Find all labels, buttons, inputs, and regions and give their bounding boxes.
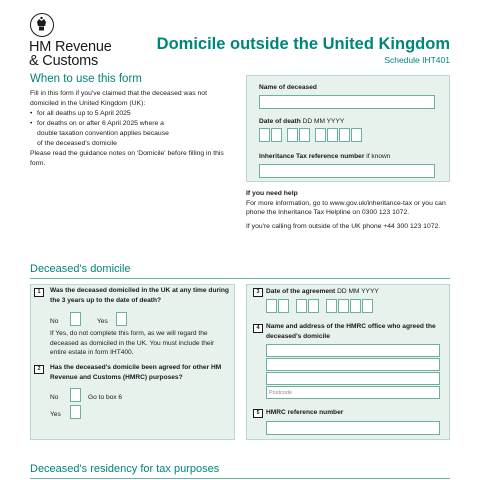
- q2-yes-label: Yes: [50, 411, 61, 418]
- question-number-2: 2: [34, 365, 44, 374]
- question-1-note: If Yes, do not complete this form, as we will regard the deceased as domiciled in the UK. You must include their entire estate in form IHT400.: [50, 330, 215, 356]
- logo-line-2: & Customs: [29, 53, 99, 69]
- question-1-text: Was the deceased domiciled in the UK at any time during the 3 years up to the date of death?: [50, 287, 229, 304]
- question-4-text: Name and address of the HMRC office who agreed the deceased's domicile: [266, 323, 436, 340]
- help-section: [246, 189, 456, 231]
- q1-yes-checkbox[interactable]: [116, 312, 127, 326]
- date-format-hint: DD MM YYYY: [337, 288, 379, 295]
- date-format-hint: DD MM YYYY: [302, 118, 345, 125]
- date-box[interactable]: [351, 128, 362, 142]
- date-box[interactable]: [339, 128, 350, 142]
- date-box[interactable]: [287, 128, 298, 142]
- question-number-3: 3: [253, 288, 263, 297]
- section-divider: [30, 278, 450, 279]
- q1-no-label: No: [50, 318, 59, 325]
- section-divider: [30, 478, 450, 479]
- question-number-1: 1: [34, 288, 44, 297]
- question-number-4: 4: [253, 324, 263, 333]
- address-line-1-field[interactable]: [266, 344, 440, 357]
- date-of-death-label-text: Date of death: [259, 118, 301, 125]
- help-text: For more information, go to www.gov.uk/inheritance-tax or you can phone the Inheritance Tax Helpline on 0300 123 1072.: [246, 199, 446, 216]
- postcode-field[interactable]: Postcode: [266, 386, 440, 399]
- address-line-3-field[interactable]: [266, 372, 440, 385]
- hmrc-reference-field[interactable]: [266, 421, 440, 435]
- date-box[interactable]: [326, 299, 337, 313]
- date-box[interactable]: [299, 128, 310, 142]
- date-of-death-field[interactable]: [259, 128, 379, 144]
- when-bullets: [30, 109, 235, 149]
- q1-yes-label: Yes: [97, 318, 108, 325]
- hmrc-logo-text: [29, 40, 112, 68]
- page-title: Domicile outside the United Kingdom: [156, 35, 450, 53]
- help-overseas-text: If you're calling from outside of the UK phone +44 300 123 1072.: [246, 222, 441, 230]
- date-box[interactable]: [308, 299, 319, 313]
- q2-go-to-box-6: Go to box 6: [88, 394, 123, 401]
- when-to-use-heading: When to use this form: [30, 73, 142, 85]
- q1-no-checkbox[interactable]: [70, 312, 81, 326]
- date-of-agreement-label-text: Date of the agreement: [266, 288, 336, 295]
- when-guidance: Please read the guidance notes on 'Domicile' before filling in this form.: [30, 150, 224, 167]
- date-box[interactable]: [259, 128, 270, 142]
- when-bullet: • for deaths on or after 6 April 2025 where a double taxation convention applies because of the deceased's domicile: [30, 119, 235, 149]
- iht-reference-field[interactable]: [259, 164, 435, 178]
- royal-crest-icon: [30, 13, 54, 37]
- date-box[interactable]: [315, 128, 326, 142]
- iht-reference-label: [259, 153, 390, 160]
- q2-yes-checkbox[interactable]: [70, 405, 81, 419]
- schedule-label: Schedule IHT401: [384, 55, 450, 65]
- date-box[interactable]: [362, 299, 373, 313]
- address-line-2-field[interactable]: [266, 358, 440, 371]
- date-box[interactable]: [338, 299, 349, 313]
- date-of-death-label: [259, 118, 344, 125]
- date-box[interactable]: [296, 299, 307, 313]
- q2-no-checkbox[interactable]: [70, 388, 81, 402]
- help-heading: If you need help: [246, 190, 298, 197]
- iht-reference-hint: if known: [366, 153, 391, 160]
- date-box[interactable]: [266, 299, 277, 313]
- when-bullet: • for all deaths up to 5 April 2025: [30, 109, 235, 119]
- date-of-agreement-label: [266, 288, 379, 295]
- when-intro: Fill in this form if you've claimed that the deceased was not domiciled in the United Kingdom (UK):: [30, 90, 207, 107]
- date-box[interactable]: [327, 128, 338, 142]
- question-number-5: 5: [253, 409, 263, 418]
- name-of-deceased-label: Name of deceased: [259, 84, 317, 91]
- section-heading-domicile: Deceased's domicile: [30, 263, 131, 275]
- date-box[interactable]: [278, 299, 289, 313]
- when-to-use-body: [30, 89, 235, 169]
- q2-no-label: No: [50, 394, 59, 401]
- iht-reference-label-text: Inheritance Tax reference number: [259, 153, 365, 160]
- question-2-text: Has the deceased's domicile been agreed for other HM Revenue and Customs (HMRC) purposes?: [50, 364, 222, 381]
- date-of-agreement-field[interactable]: [266, 299, 386, 315]
- logo-line-1: HM Revenue: [29, 39, 112, 55]
- name-of-deceased-field[interactable]: [259, 95, 435, 109]
- date-box[interactable]: [350, 299, 361, 313]
- section-heading-residency: Deceased's residency for tax purposes: [30, 463, 220, 475]
- date-box[interactable]: [271, 128, 282, 142]
- hmrc-reference-label: HMRC reference number: [266, 409, 344, 416]
